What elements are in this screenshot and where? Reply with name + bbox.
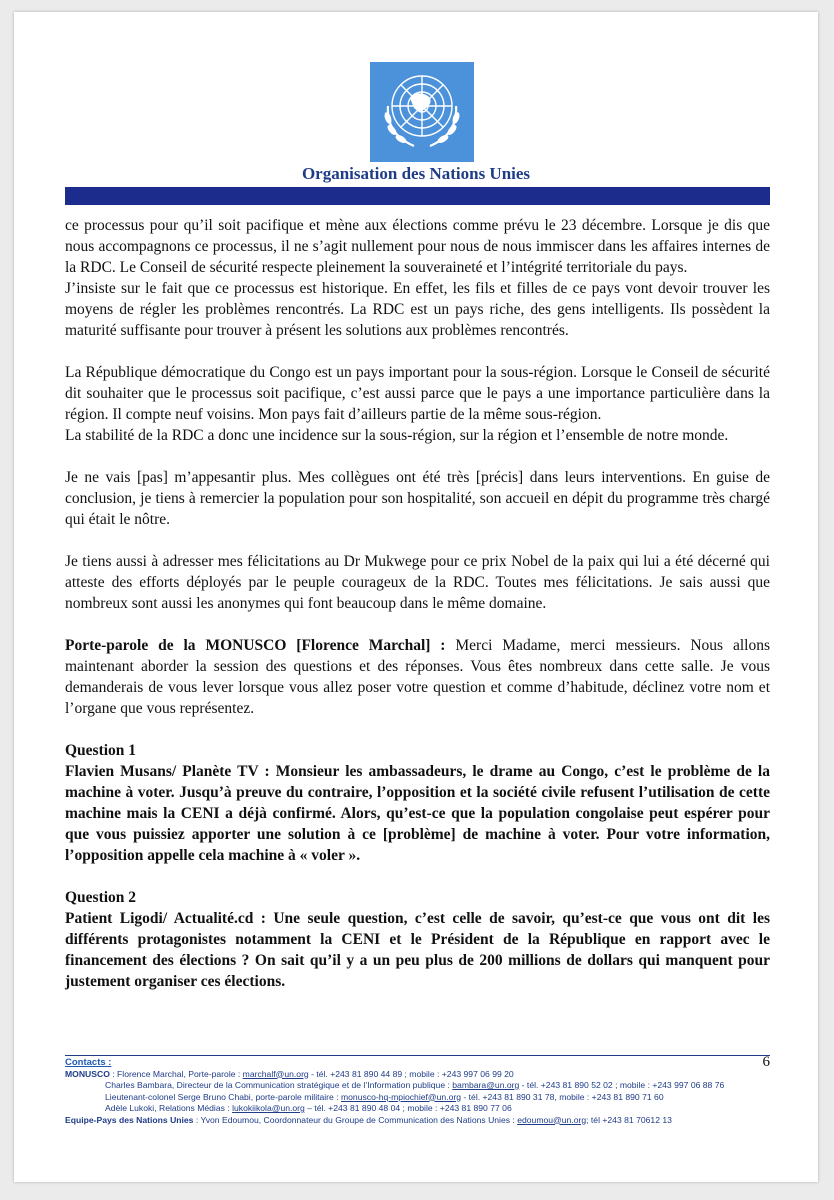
contact-text: : Florence Marchal, Porte-parole : xyxy=(109,1068,243,1079)
paragraph: J’insiste sur le fait que ce processus est historique. En effet, les fils et filles de ce pays vont devoir trouver les moyens de régler les problèmes rencontrés. La RDC est un pays riche, des gens intelligents. Ils possèdent la maturité suffisante pour trouver à présent les solutions aux problèmes rencontrés. xyxy=(65,280,770,339)
document-page xyxy=(14,12,818,1182)
un-emblem-logo xyxy=(370,62,474,162)
page-number: 6 xyxy=(762,1054,770,1070)
speaker-text: Merci Madame, merci messieurs. Nous allons maintenant aborder la session des questions et des réponses. Vous êtes nombreux dans cette salle. Je vous demanderais de vous lever lorsque vous allez poser votre question et comme d’habitude, déclinez votre nom et l’organe que vous représentez. xyxy=(65,637,770,717)
contact-line xyxy=(65,1069,770,1081)
contact-line xyxy=(65,1092,770,1104)
contact-text: – tél. +243 81 890 48 04 ; mobile : +243 81 890 77 06 xyxy=(304,1103,512,1113)
document-body xyxy=(65,215,770,992)
paragraph: Je tiens aussi à adresser mes félicitations au Dr Mukwege pour ce prix Nobel de la paix qui lui a été décerné qui atteste des efforts déployés par le peuple courageux de la RDC. Toutes mes félicitations. Je sais aussi que nombreux sont aussi les anonymes qui font beaucoup dans le même domaine. xyxy=(65,553,770,612)
footer-rule xyxy=(65,1055,770,1056)
question-heading: Question 1 xyxy=(65,742,137,759)
contacts-heading: Contacts : xyxy=(65,1057,112,1068)
email-link[interactable]: edoumou@un.org xyxy=(517,1114,587,1125)
contact-line xyxy=(65,1103,770,1115)
contact-line xyxy=(65,1115,770,1127)
contact-text: - tél. +243 81 890 31 78, mobile : +243 81 890 71 60 xyxy=(461,1091,664,1102)
header-blue-bar xyxy=(65,187,770,205)
contact-text: - tél. +243 81 890 44 89 ; mobile : +243 997 06 99 20 xyxy=(308,1068,514,1079)
contact-line xyxy=(65,1080,770,1092)
contact-text: - tél. +243 81 890 52 02 ; mobile : +243 997 06 88 76 xyxy=(519,1080,725,1090)
question-text: Patient Ligodi/ Actualité.cd : Une seule question, c’est celle de savoir, qu’est-ce que vous ont dit les différents protagonistes notamment la CENI et le Président de la République en rapport avec le financement des élections ? On sait qu’il y a un peu plus de 200 millions de dollars qui manquent pour justement organiser ces élections. xyxy=(65,910,770,990)
monusco-label: MONUSCO xyxy=(65,1068,110,1079)
spokesperson-paragraph xyxy=(65,635,770,719)
paragraph: ce processus pour qu’il soit pacifique et mène aux élections comme prévu le 23 décembre. Lorsque je dis que nous accompagnons ce processus, il ne s’agit nullement pour nous de nous immiscer dans les affaires internes de la RDC. Le Conseil de sécurité respecte pleinement la souveraineté et l’intégrité territoriale du pays. xyxy=(65,217,770,276)
equipe-label: Equipe-Pays des Nations Unies xyxy=(65,1114,194,1125)
email-link[interactable]: bambara@un.org xyxy=(452,1080,520,1090)
paragraph: Je ne vais [pas] m’appesantir plus. Mes collègues ont été très [précis] dans leurs interventions. En guise de conclusion, je tiens à remercier la population pour son hospitalité, son accueil en dépit du programme très chargé qui était le nôtre. xyxy=(65,469,770,528)
speaker-label: Porte-parole de la MONUSCO [Florence Marchal] : xyxy=(65,637,446,654)
question-heading: Question 2 xyxy=(65,889,137,906)
contact-text: Lieutenant-colonel Serge Bruno Chabi, porte-parole militaire : xyxy=(105,1091,341,1102)
contact-text: Adèle Lukoki, Relations Médias : xyxy=(105,1103,233,1113)
contact-text: : Yvon Edoumou, Coordonnateur du Groupe de Communication des Nations Unies : xyxy=(193,1114,518,1125)
email-link[interactable]: lukokiikola@un.org xyxy=(232,1103,305,1113)
contacts-footer xyxy=(65,1055,770,1126)
organisation-title: Organisation des Nations Unies xyxy=(301,164,531,183)
email-link[interactable]: monusco-hq-mpiochief@un.org xyxy=(340,1091,462,1102)
contact-text: Charles Bambara, Directeur de la Communication stratégique et de l’Information publique : xyxy=(105,1080,453,1090)
paragraph: La République démocratique du Congo est un pays important pour la sous-région. Lorsque le Conseil de sécurité dit souhaiter que le processus soit pacifique, c’est aussi parce que le pays a une importance particulière dans la région. Il compte neuf voisins. Mon pays fait d’ailleurs partie de la même sous-région. xyxy=(65,364,770,423)
question-text: Flavien Musans/ Planète TV : Monsieur les ambassadeurs, le drame au Congo, c’est le problème de la machine à voter. Jusqu’à preuve du contraire, l’opposition et la société civile refusent l’utilisation de cette machine mais la CENI a déjà confirmé. Alors, qu’est-ce que la population congolaise peut espérer pour que vous puissiez apporter une solution à ce [problème] de machine à voter. Pour votre information, l’opposition appelle cela machine à « voler ». xyxy=(65,763,770,864)
contact-text: ; tél +243 81 70612 13 xyxy=(586,1114,672,1125)
email-link[interactable]: marchalf@un.org xyxy=(242,1068,309,1079)
paragraph: La stabilité de la RDC a donc une incidence sur la sous-région, sur la région et l’ensemble de notre monde. xyxy=(65,427,729,444)
